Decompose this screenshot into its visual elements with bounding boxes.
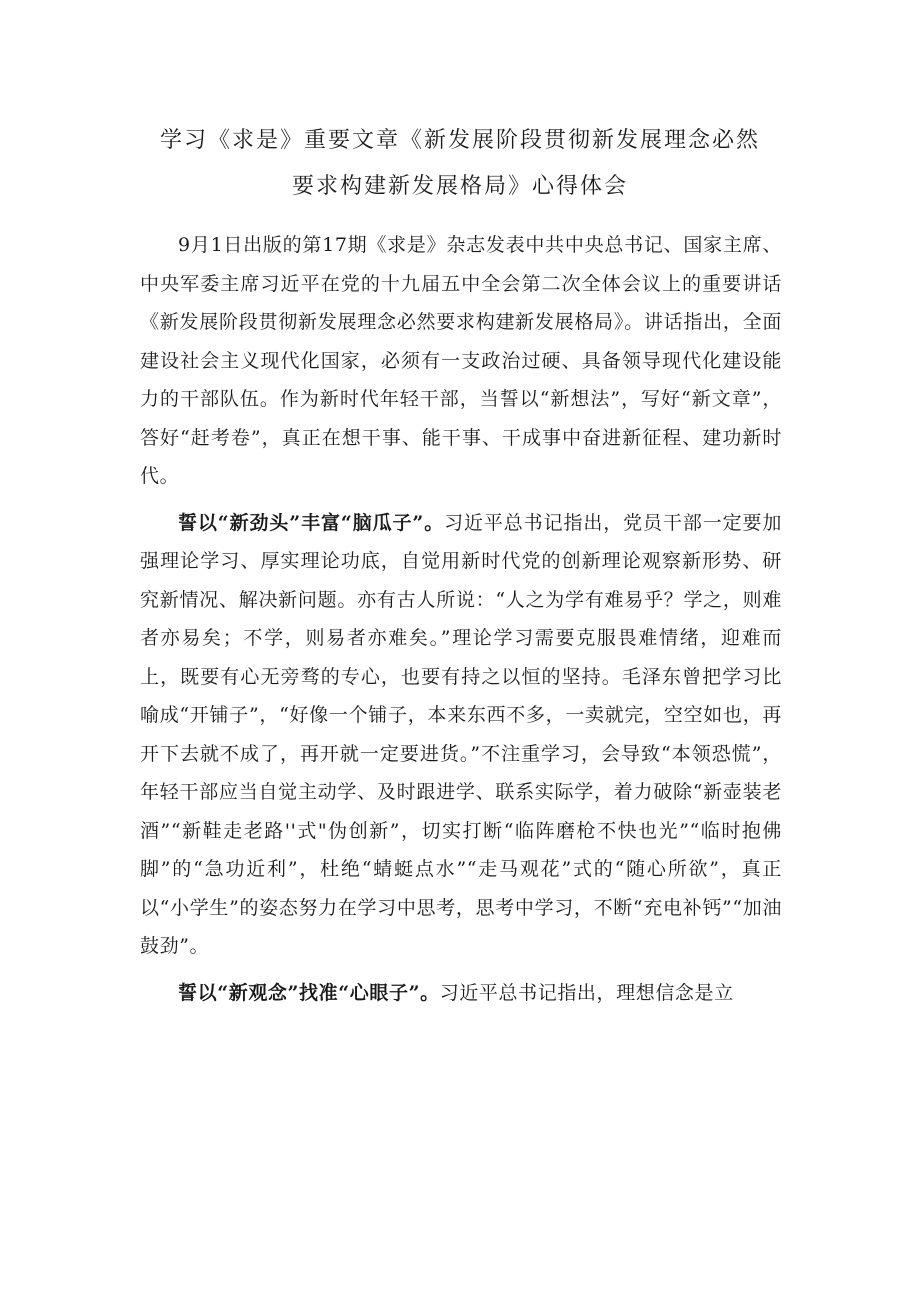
paragraph-new-concept [140, 974, 782, 1013]
title-line-2: 要求构建新发展格局》心得体会 [291, 174, 628, 199]
paragraph-text: 习近平总书记指出，理想信念是立 [439, 981, 734, 1004]
title-line-1: 学习《求是》重要文章《新发展阶段贯彻新发展理念必然 [159, 128, 760, 153]
paragraph-lead: 誓以“新观念”找准“心眼子”。 [178, 981, 440, 1004]
paragraph-intro [140, 226, 782, 496]
paragraph-text: 9月1日出版的第17期《求是》杂志发表中共中央总书记、国家主席、中央军委主席习近平在党的十九届五中全会第二次全体会议上的重要讲话《新发展阶段贯彻新发展理念必然要求构建新发展格局》。讲话指出，全面建设社会主义现代化国家，必须有一支政治过硬、具备领导现代化建设能力的干部队伍。作为新时代年轻干部，当誓以“新想法”，写好“新文章”，答好“赶考卷”，真正在想干事、能干事、干成事中奋进新征程、建功新时代。 [140, 234, 782, 487]
paragraph-lead: 誓以“新劲头”丰富“脑瓜子”。 [178, 511, 445, 534]
document-body [140, 226, 782, 1012]
paragraph-text: 习近平总书记指出，党员干部一定要加强理论学习、厚实理论功底，自觉用新时代党的创新理论观察新形势、研究新情况、解决新问题。亦有古人所说：“人之为学有难易乎？学之，则难者亦易矣；不学，则易者亦难矣。”理论学习需要克服畏难情绪，迎难而上，既要有心无旁骛的专心，也要有持之以恒的坚持。毛泽东曾把学习比喻成“开铺子”，“好像一个铺子，本来东西不多，一卖就完，空空如也，再开下去就不成了，再开就一定要进货。”不注重学习，会导致“本领恐慌”，年轻干部应当自觉主动学、及时跟进学、联系实际学，着力破除“新壶装老酒”“新鞋走老路''式"伪创新”，切实打断“临阵磨枪不快也光”“临时抱佛脚”的“急功近利”，杜绝“蜻蜓点水”“走马观花”式的“随心所欲”，真正以“小学生”的姿态努力在学习中思考，思考中学习，不断“充电补钙”“加油鼓劲”。 [140, 511, 782, 957]
document-title [140, 118, 780, 210]
paragraph-new-energy [140, 504, 782, 966]
